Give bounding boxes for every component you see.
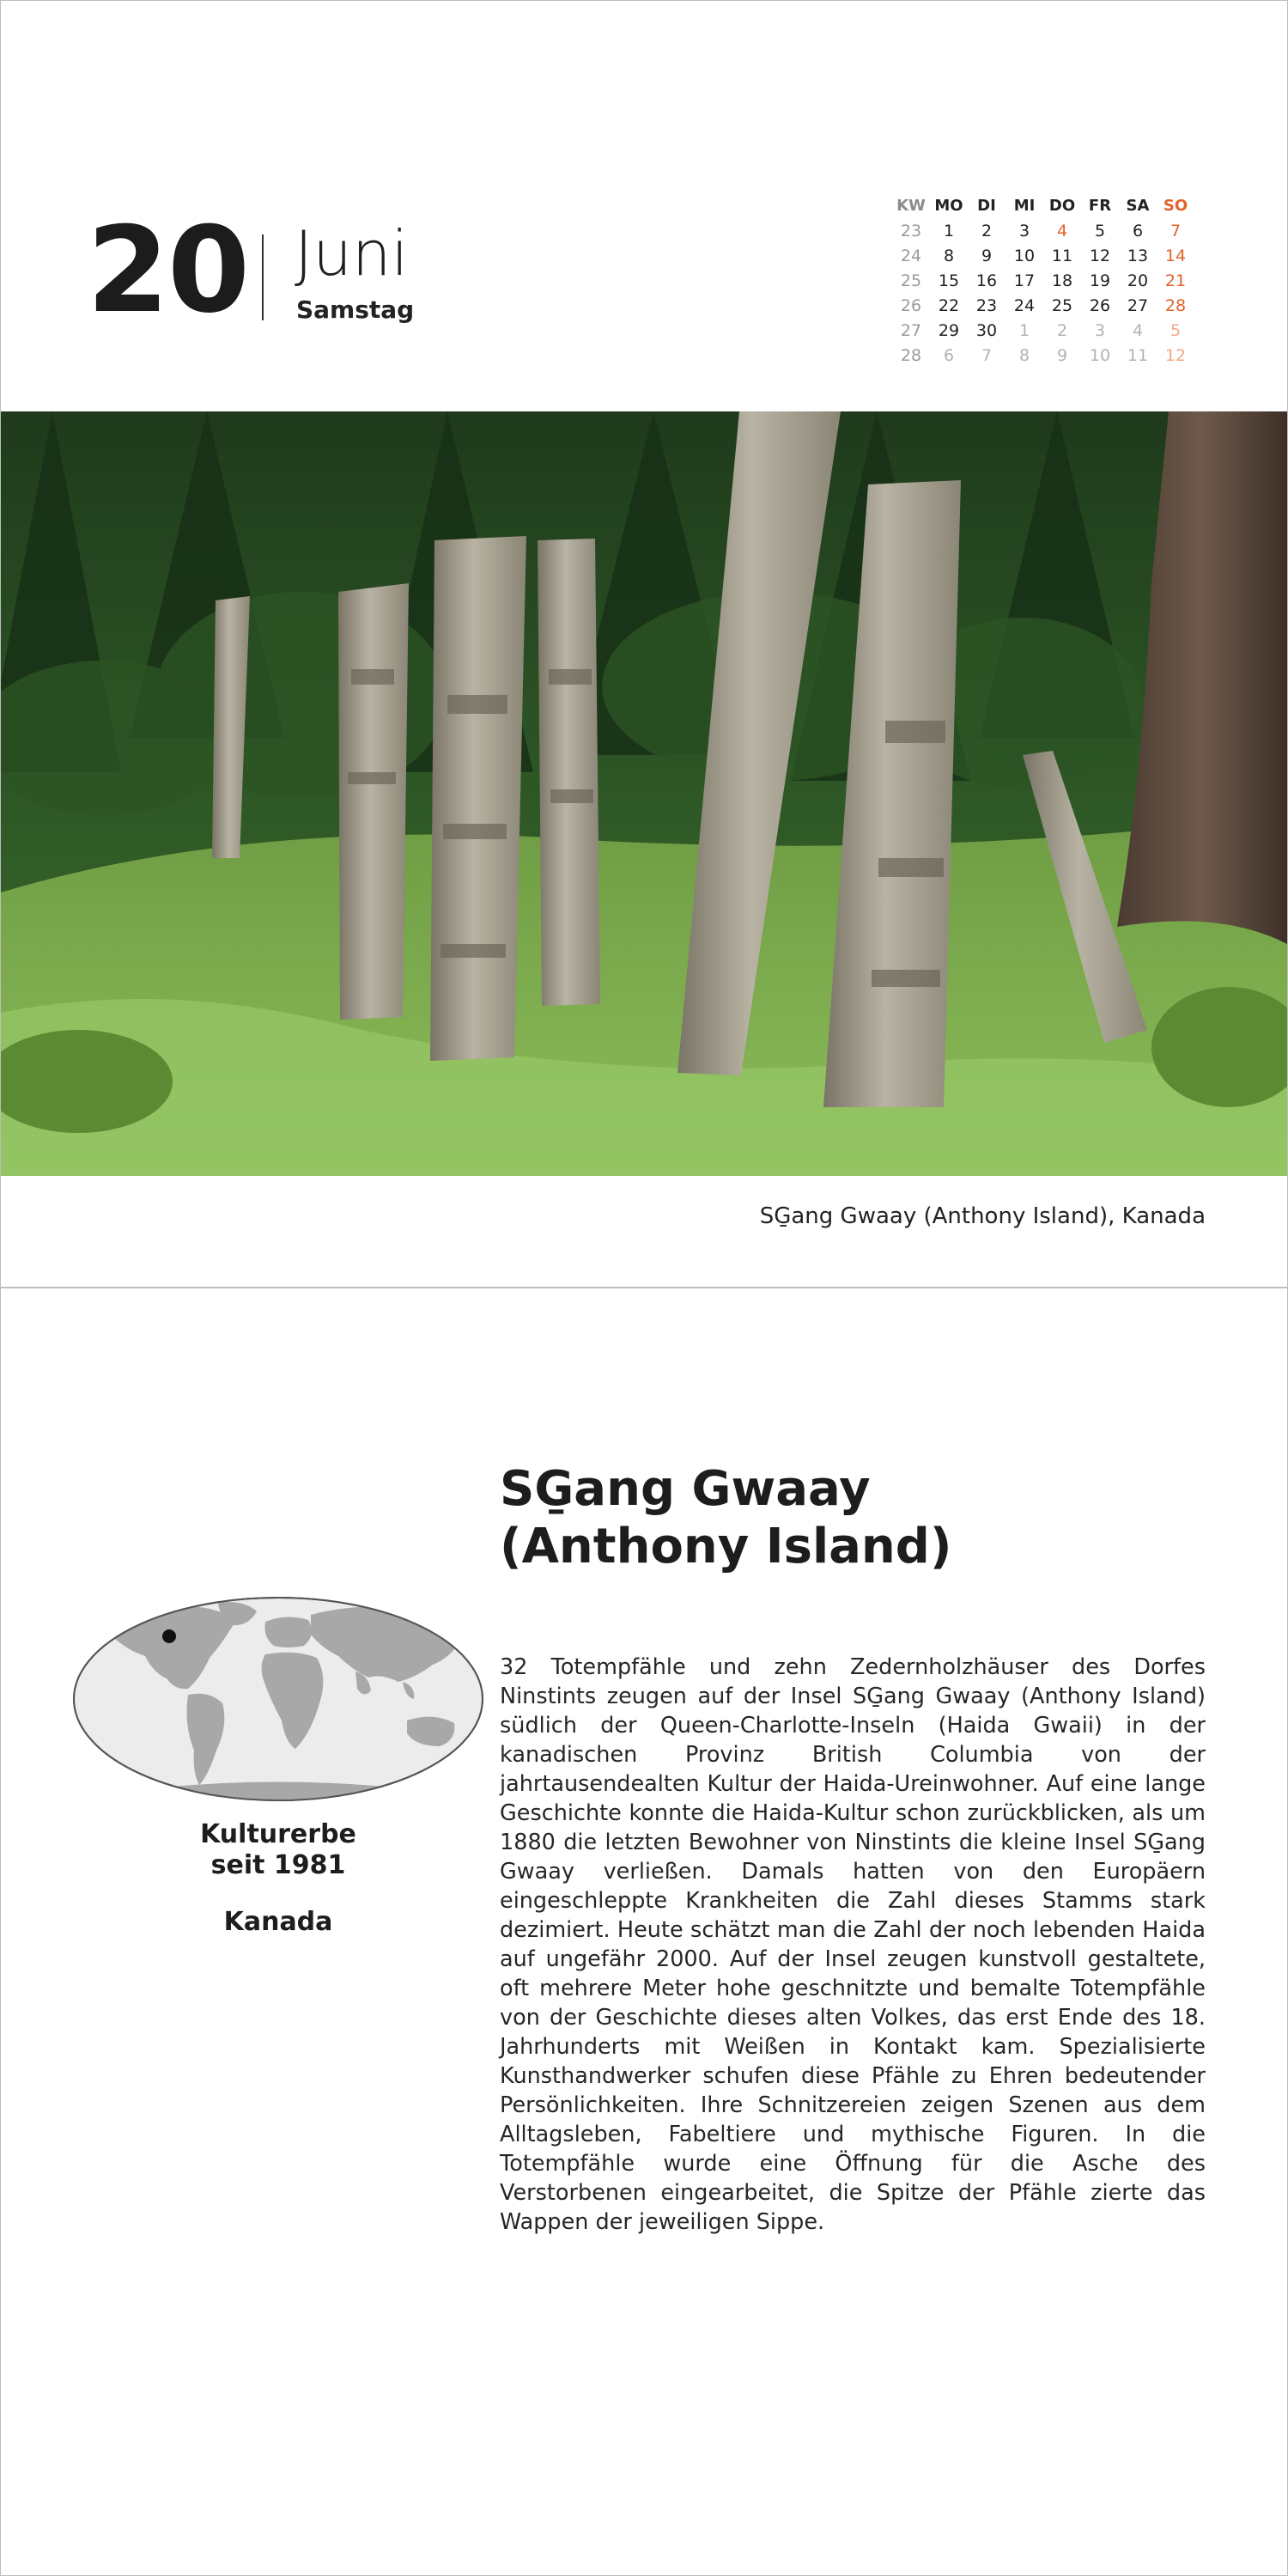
calendar-day: 10 — [1013, 246, 1036, 265]
calendar-day: 9 — [981, 246, 993, 265]
calendar-day: 8 — [943, 246, 955, 265]
calendar-day: 12 — [1164, 345, 1187, 365]
day-number: 20 — [87, 201, 249, 339]
calendar-week-number: 27 — [900, 320, 922, 340]
calendar-day: 5 — [1170, 320, 1182, 340]
calendar-header-kw: KW — [896, 197, 926, 215]
calendar-header-mi: MI — [1013, 197, 1036, 215]
calendar-header-do: DO — [1048, 197, 1076, 215]
calendar-day: 26 — [1089, 295, 1111, 315]
calendar-day: 29 — [938, 320, 960, 340]
calendar-day: 7 — [1170, 221, 1182, 241]
calendar-day: 12 — [1089, 246, 1111, 265]
calendar-day: 22 — [938, 295, 960, 315]
world-map — [72, 1596, 484, 1802]
calendar-day: 3 — [1094, 320, 1106, 340]
article-body: 32 Totempfähle und zehn Zedernholzhäuser des Dorfes Ninstints zeugen auf der Insel SG̱ang Gwaay (Anthony Island) südlich der Queen-Charlotte-Inseln (Haida Gwaii) in der kanadischen Provinz British Columbia von der jahrtausendealten Kultur der Haida-Ureinwohner. Auf eine lange Geschichte konnte die Haida-Kultur schon zurückblicken, als um 1880 die letzten Bewohner von Ninstints die kleine Insel SG̱ang Gwaay verließen. Damals hatten von den Europäern eingeschleppte Krankheiten die Zahl dieses Stamms stark dezimiert. Heute schätzt man die Zahl der noch lebenden Haida auf ungefähr 2000. Auf der Insel zeugen kunstvoll gestaltete, oft mehrere Meter hohe geschnitzte und bemalte Totempfähle von der Geschichte dieses alten Volkes, das erst Ende des 18. Jahrhunderts mit Weißen in Kontakt kam. Spezialisierte Kunsthandwerker schufen diese Pfähle zu Ehren bedeutender Persönlichkeiten. Ihre Schnitzereien zeigen Szenen aus dem Alltagsleben, Fabeltiere und mythische Figuren. In die Totempfähle wurde eine Öffnung für die Asche des Verstorbenen eingearbeitet, die Spitze der Pfähle zierte das Wappen der jeweiligen Sippe. — [500, 1654, 1206, 2235]
weekday-name: Samstag — [296, 295, 415, 324]
calendar-day: 7 — [981, 345, 993, 365]
calendar-day: 27 — [1127, 295, 1149, 315]
calendar-day: 24 — [1013, 295, 1036, 315]
calendar-day: 5 — [1094, 221, 1106, 241]
calendar-day: 1 — [1018, 320, 1030, 340]
calendar-day: 23 — [975, 295, 998, 315]
calendar-week-number: 23 — [900, 221, 922, 241]
calendar-day: 25 — [1051, 295, 1073, 315]
calendar-day: 13 — [1127, 246, 1149, 265]
calendar-day: 17 — [1013, 271, 1036, 290]
calendar-week-row — [892, 293, 1194, 318]
mini-calendar-header — [892, 193, 1194, 218]
calendar-week-number: 24 — [900, 246, 922, 265]
calendar-day: 2 — [981, 221, 993, 241]
calendar-day: 6 — [1132, 221, 1144, 241]
calendar-day: 15 — [938, 271, 960, 290]
location-marker — [162, 1629, 176, 1643]
calendar-day: 30 — [975, 320, 998, 340]
calendar-header-sa: SA — [1126, 197, 1150, 215]
calendar-day: 16 — [975, 271, 998, 290]
site-title — [500, 1460, 951, 1575]
photo-caption: SG̱ang Gwaay (Anthony Island), Kanada — [759, 1203, 1206, 1229]
mini-calendar-body — [892, 218, 1194, 368]
calendar-day: 18 — [1051, 271, 1073, 290]
calendar-day: 4 — [1056, 221, 1068, 241]
calendar-header-fr: FR — [1088, 197, 1112, 215]
calendar-day: 14 — [1164, 246, 1187, 265]
calendar-day: 2 — [1056, 320, 1068, 340]
calendar-week-row — [892, 218, 1194, 243]
calendar-day: 19 — [1089, 271, 1111, 290]
calendar-week-row — [892, 243, 1194, 268]
calendar-day: 3 — [1018, 221, 1030, 241]
calendar-day: 6 — [943, 345, 955, 365]
mini-calendar — [892, 193, 1194, 368]
calendar-day: 8 — [1018, 345, 1030, 365]
site-title-line-2: (Anthony Island) — [500, 1519, 952, 1575]
calendar-day: 20 — [1127, 271, 1149, 290]
heritage-type: Kulturerbe — [200, 1819, 356, 1849]
calendar-day: 21 — [1164, 271, 1187, 290]
calendar-day: 11 — [1127, 345, 1149, 365]
country-label: Kanada — [223, 1907, 333, 1937]
calendar-day: 10 — [1089, 345, 1111, 365]
calendar-header-di: DI — [977, 197, 996, 215]
site-title-line-1: SG̱ang Gwaay — [500, 1461, 871, 1517]
photo-totem-poles — [1, 411, 1287, 1176]
heritage-label — [72, 1819, 484, 1881]
calendar-week-number: 25 — [900, 271, 922, 290]
calendar-header-so: SO — [1163, 197, 1188, 215]
calendar-header-mo: MO — [934, 197, 963, 215]
calendar-week-row — [892, 318, 1194, 343]
calendar-week-row — [892, 268, 1194, 293]
calendar-week-number: 28 — [900, 345, 922, 365]
calendar-week-number: 26 — [900, 295, 922, 315]
month-name: Juni — [295, 217, 409, 289]
date-divider — [262, 234, 264, 320]
calendar-day: 11 — [1051, 246, 1073, 265]
calendar-day: 28 — [1164, 295, 1187, 315]
calendar-day: 4 — [1132, 320, 1144, 340]
heritage-year: seit 1981 — [210, 1850, 346, 1880]
calendar-week-row — [892, 343, 1194, 368]
calendar-day: 9 — [1056, 345, 1068, 365]
calendar-day: 1 — [943, 221, 955, 241]
